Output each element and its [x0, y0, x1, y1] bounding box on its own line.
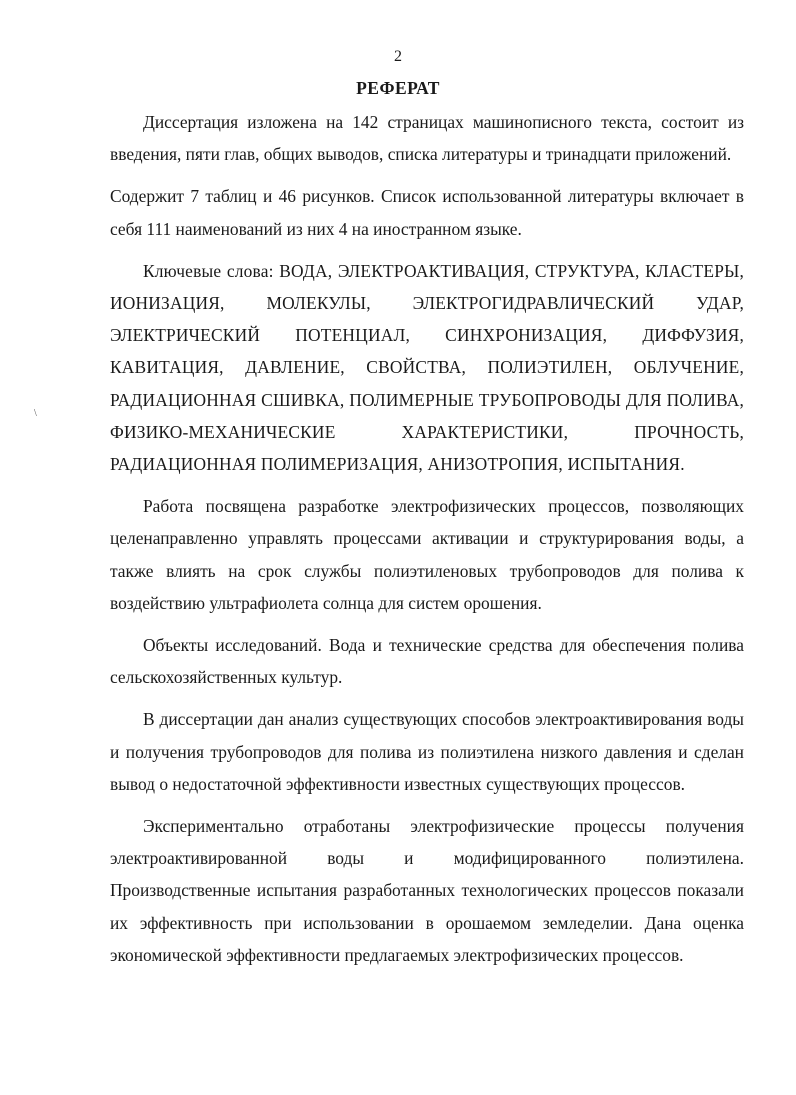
- paragraph-objects: Объекты исследований. Вода и технические средства для обеспечения полива сельскохозяйственных культур.: [110, 635, 744, 688]
- paragraph-purpose: Работа посвящена разработке электрофизических процессов, позволяющих целенаправленно управлять процессами активации и структурирования воды, а также влиять на срок службы полиэтиленовых трубопроводов для полива к воздействию ультрафиолета солнца для систем орошения.: [110, 496, 744, 613]
- page-title: РЕФЕРАТ: [356, 78, 440, 98]
- page-number: 2: [394, 48, 402, 65]
- paragraph-keywords: Ключевые слова: ВОДА, ЭЛЕКТРОАКТИВАЦИЯ, СТРУКТУРА, КЛАСТЕРЫ, ИОНИЗАЦИЯ, МОЛЕКУЛЫ, ЭЛЕКТРОГИДРАВЛИЧЕСКИЙ УДАР, ЭЛЕКТРИЧЕСКИЙ ПОТЕНЦИАЛ, СИНХРОНИЗАЦИЯ, ДИФФУЗИЯ, КАВИТАЦИЯ, ДАВЛЕНИЕ, СВОЙСТВА, ПОЛИЭТИЛЕН, ОБЛУЧЕНИЕ, РАДИАЦИОННАЯ СШИВКА, ПОЛИМЕРНЫЕ ТРУБОПРОВОДЫ ДЛЯ ПОЛИВА, ФИЗИКО-МЕХАНИЧЕСКИЕ ХАРАКТЕРИСТИКИ, ПРОЧНОСТЬ, РАДИАЦИОННАЯ ПОЛИМЕРИЗАЦИЯ, АНИЗОТРОПИЯ, ИСПЫТАНИЯ.: [110, 260, 744, 475]
- paragraph-analysis: В диссертации дан анализ существующих способов электроактивирования воды и получения трубопроводов для полива из полиэтилена низкого давления и сделан вывод о недостаточной эффективности известных существующих процессов.: [110, 709, 744, 794]
- paragraph-results: Экспериментально отработаны электрофизические процессы получения электроактивированной воды и модифицированного полиэтилена. Производственные испытания разработанных технологических процессов показали их эффективность при использовании в орошаемом земледелии. Дана оценка экономической эффективности предлагаемых электрофизических процессов.: [110, 816, 744, 965]
- paragraph-contents: Содержит 7 таблиц и 46 рисунков. Список использованной литературы включает в себя 111 наименований из них 4 на иностранном языке.: [110, 186, 744, 239]
- paragraph-volume: Диссертация изложена на 142 страницах машинописного текста, состоит из введения, пяти глав, общих выводов, списка литературы и тринадцати приложений.: [110, 112, 744, 165]
- abstract-body: [110, 106, 744, 981]
- margin-mark: \: [34, 408, 37, 419]
